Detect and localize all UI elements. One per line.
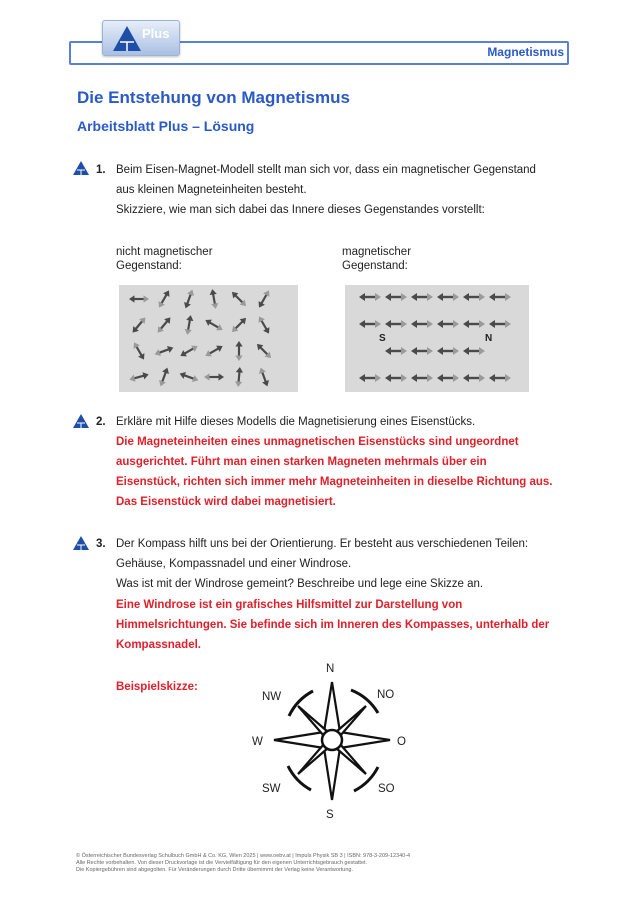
magnet-unit-arrow-icon	[489, 372, 511, 384]
answer-line: ausgerichtet. Führt man einen starken Magneten mehrmals über ein	[116, 456, 487, 468]
magnet-unit-arrow-icon	[128, 369, 150, 386]
magnet-unit-arrow-icon	[463, 291, 485, 303]
magnet-unit-arrow-icon	[411, 318, 433, 330]
logo-text: Plus	[142, 26, 170, 41]
magnet-unit-arrow-icon	[233, 341, 245, 361]
magnet-unit-arrow-icon	[153, 313, 175, 336]
answer-line: Eine Windrose ist ein grafisches Hilfsmittel zur Darstellung von	[116, 599, 463, 611]
task-1-text	[116, 160, 536, 220]
magnet-unit-arrow-icon	[463, 372, 485, 384]
magnet-unit-arrow-icon	[254, 313, 274, 336]
compass-label-nw: NW	[262, 691, 282, 703]
magnet-unit-arrow-icon	[489, 318, 511, 330]
magnet-unit-arrow-icon	[129, 293, 149, 305]
magnet-unit-arrow-icon	[411, 291, 433, 303]
text-line: Gehäuse, Kompassnadel und einer Windrose.	[116, 558, 352, 570]
compass-label-w: W	[252, 736, 263, 748]
footer	[76, 853, 596, 874]
label-line: Gegenstand:	[342, 260, 408, 272]
logo-triangle-icon	[112, 24, 142, 52]
magnet-unit-arrow-icon	[181, 314, 196, 336]
magnet-unit-arrow-icon	[359, 318, 381, 330]
magnet-unit-arrow-icon	[437, 318, 459, 330]
compass-ring-arc	[354, 767, 378, 791]
magnet-unit-arrow-icon	[254, 287, 274, 310]
magnet-unit-arrow-icon	[228, 314, 251, 337]
compass-center-circle	[322, 730, 342, 750]
magnet-unit-arrow-icon	[202, 315, 225, 335]
magnet-unit-arrow-icon	[177, 341, 200, 361]
answer-line: Eisenstück, richten sich immer mehr Magneteinheiten in dieselbe Richtung aus.	[116, 476, 553, 488]
label-line: Gegenstand:	[116, 260, 182, 272]
footer-line: Alle Rechte vorbehalten. Von dieser Druckvorlage ist die Vervielfältigung für den eigenen Unterrichtsgebrauch gestattet.	[76, 860, 368, 866]
magnet-unit-arrow-icon	[153, 342, 176, 360]
magnet-unit-arrow-icon	[463, 345, 485, 357]
task-number: 1.	[96, 164, 106, 176]
magnet-unit-arrow-icon	[206, 288, 221, 310]
task-3-text	[116, 534, 528, 594]
compass-ring-arc	[288, 766, 311, 790]
compass-label-sw: SW	[262, 783, 281, 795]
magnet-unit-arrow-icon	[359, 291, 381, 303]
magnet-unit-arrow-icon	[253, 340, 276, 363]
magnet-unit-arrow-icon	[129, 339, 149, 362]
pole-n-label: N	[485, 333, 493, 344]
text-line: Was ist mit der Windrose gemeint? Beschreibe und lege eine Skizze an.	[116, 578, 484, 590]
label-magnetic	[342, 245, 411, 273]
plus-triangle-icon	[73, 161, 89, 175]
answer-line: Die Magneteinheiten eines unmagnetischen Eisenstücks sind ungeordnet	[116, 436, 519, 448]
task-3-answer	[116, 595, 549, 655]
magnetic-object-sketch	[345, 285, 529, 392]
compass-ring-arc	[351, 690, 378, 713]
task-number: 3.	[96, 538, 106, 550]
compass-ring-arc	[289, 691, 313, 716]
magnet-unit-arrow-icon	[385, 291, 407, 303]
sketch-label: Beispielskizze:	[116, 681, 198, 693]
magnet-unit-arrow-icon	[180, 288, 198, 311]
magnet-unit-arrow-icon	[385, 318, 407, 330]
magnet-unit-arrow-icon	[202, 341, 225, 361]
magnet-unit-arrow-icon	[411, 372, 433, 384]
answer-line: Himmelsrichtungen. Sie befinde sich im Inneren des Kompasses, unterhalb der	[116, 619, 550, 631]
text-line: aus kleinen Magneteinheiten besteht.	[116, 184, 307, 196]
magnet-unit-arrow-icon	[255, 366, 273, 389]
magnet-unit-arrow-icon	[204, 371, 224, 383]
magnet-unit-arrow-icon	[385, 345, 407, 357]
magnet-unit-arrow-icon	[437, 345, 459, 357]
plus-triangle-icon	[73, 414, 89, 428]
compass-label-n: N	[326, 663, 335, 675]
compass-label-o: O	[397, 736, 406, 748]
task-2-text: Erkläre mit Hilfe dieses Modells die Magnetisierung eines Eisenstücks.	[116, 416, 476, 428]
compass-rose-sketch	[250, 660, 420, 825]
answer-line: Das Eisenstück wird dabei magnetisiert.	[116, 496, 336, 508]
text-line: Skizziere, wie man sich dabei das Innere dieses Gegenstandes vorstellt:	[116, 204, 485, 216]
magnet-unit-arrow-icon	[155, 366, 173, 389]
magnet-unit-arrow-icon	[359, 372, 381, 384]
text-line: Der Kompass hilft uns bei der Orientierung. Er besteht aus verschiedenen Teilen:	[116, 538, 529, 550]
text-line: Beim Eisen-Magnet-Modell stellt man sich vor, dass ein magnetischer Gegenstand	[116, 164, 536, 176]
magnet-unit-arrow-icon	[411, 345, 433, 357]
compass-label-so: SO	[378, 783, 395, 795]
magnet-unit-arrow-icon	[178, 368, 201, 386]
magnet-unit-arrow-icon	[489, 291, 511, 303]
page-title: Die Entstehung von Magnetismus	[77, 88, 350, 107]
task-2-answer	[116, 432, 552, 512]
plus-triangle-icon	[73, 536, 89, 550]
magnet-unit-arrow-icon	[154, 287, 174, 310]
compass-label-no: NO	[377, 689, 395, 701]
magnet-unit-arrow-icon	[228, 288, 251, 311]
task-number: 2.	[96, 416, 106, 428]
label-non-magnetic	[116, 245, 213, 273]
header-subject: Magnetismus	[487, 45, 564, 59]
non-magnetic-object-sketch	[119, 285, 298, 392]
pole-s-label: S	[379, 333, 386, 344]
magnet-unit-arrow-icon	[437, 372, 459, 384]
footer-line: © Österreichischer Bundesverlag Schulbuch GmbH & Co. KG, Wien 2025 | www.oebv.at | Impuls Physik SB 3 | ISBN: 978-3-209-12340-4	[76, 853, 411, 859]
magnet-unit-arrow-icon	[463, 318, 485, 330]
label-line: nicht magnetischer	[116, 246, 213, 258]
compass-label-s: S	[326, 809, 334, 821]
answer-line: Kompassnadel.	[116, 639, 201, 651]
magnet-unit-arrow-icon	[437, 291, 459, 303]
footer-line: Die Kopiergebühren sind abgegolten. Für Veränderungen durch Dritte übernimmt der Verlag keine Verantwortung.	[76, 867, 354, 873]
label-line: magnetischer	[342, 246, 412, 258]
magnet-unit-arrow-icon	[128, 313, 150, 336]
magnet-unit-arrow-icon	[232, 367, 246, 388]
magnet-unit-arrow-icon	[385, 372, 407, 384]
page-subtitle: Arbeitsblatt Plus – Lösung	[77, 118, 255, 134]
